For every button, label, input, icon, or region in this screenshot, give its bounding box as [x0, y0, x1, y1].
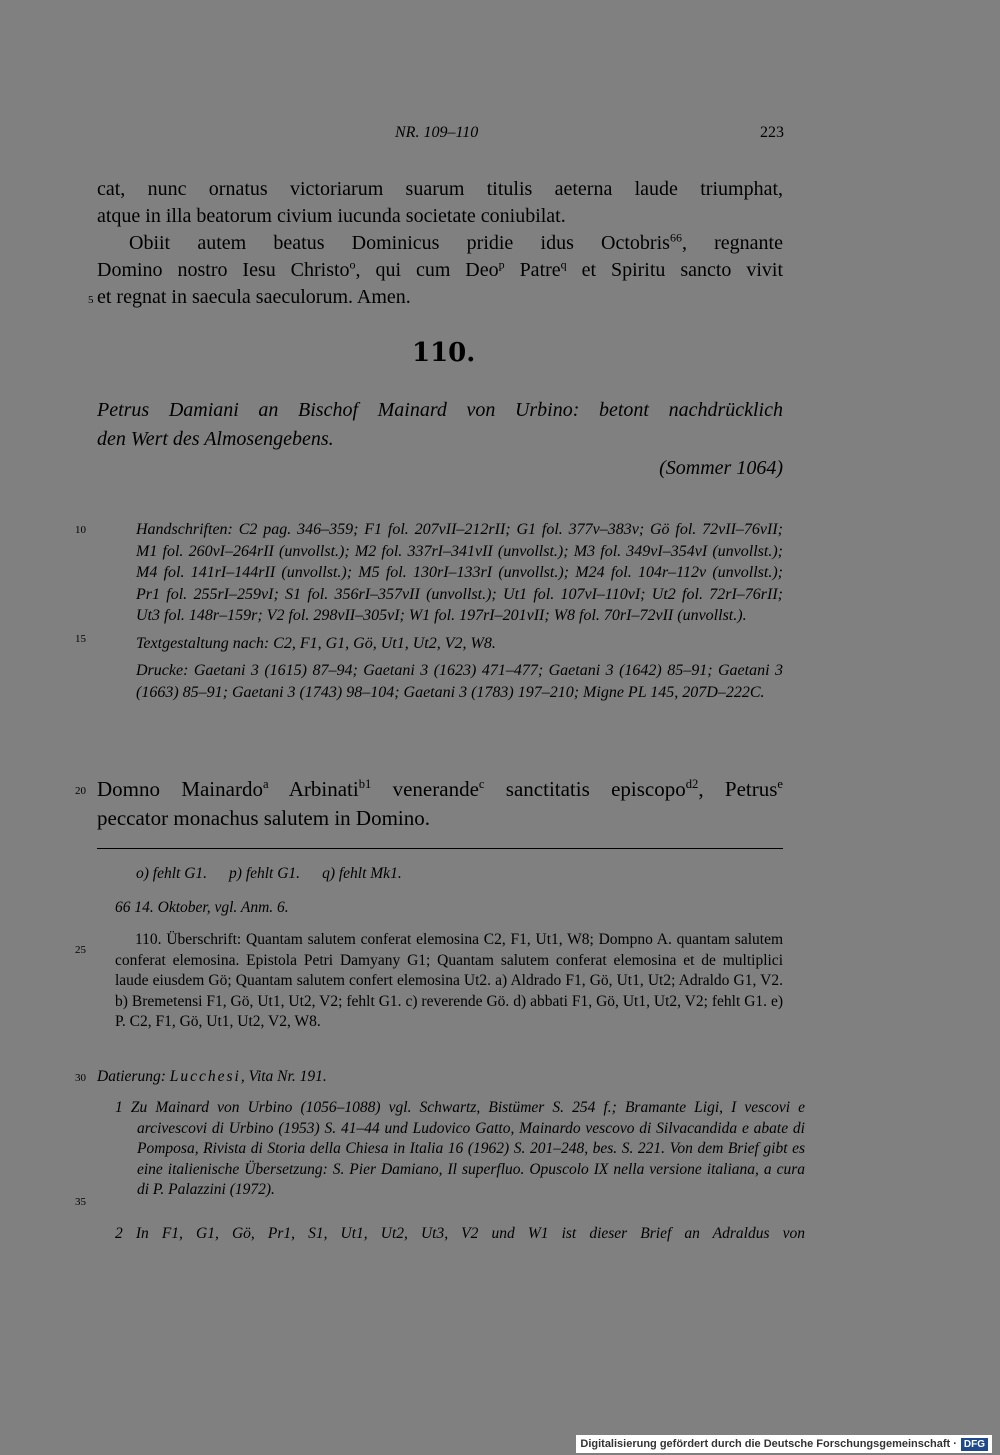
line-number: 30 — [75, 1072, 86, 1084]
line-number: 15 — [75, 633, 86, 645]
line-number: 5 — [88, 294, 94, 306]
text-line: et regnat in saecula saeculorum. Amen. — [97, 286, 411, 308]
salutation-line: peccator monachus salutem in Domino. — [97, 806, 430, 830]
manuscripts-list: Handschriften: C2 pag. 346–359; F1 fol. 207vII–212rII; G1 fol. 377v–383v; Gö fol. 72vII–76vII; M1 fol. 260vI–264rII (unvollst.); M2 fol. 337rI–341vII (unvollst.); M3 fol. 349vI–354vI (unvollst.); M4 fol. 141rI–144rII (unvollst.); M5 fol. 130rI–133rI (unvollst.); M24 fol. 104r–112v (unvollst.); Pr1 fol. 255rI–259vI; S1 fol. 356rI–357vII (unvollst.); Ut1 fol. 107vI–110vI; Ut2 fol. 72rI–76rII; Ut3 fol. 148r–159r; V2 fol. 298vII–305vI; W1 fol. 197rI–201vII; W8 fol. 70rI–72vII (unvollst.). — [136, 521, 783, 624]
apparatus-entry: q) fehlt Mk1. — [322, 865, 402, 882]
text-line: cat, nunc ornatus victoriarum suarum titulis aeterna laude triumphat, — [97, 178, 783, 200]
text-basis: Textgestaltung nach: C2, F1, G1, Gö, Ut1, Ut2, V2, W8. — [136, 634, 496, 652]
letter-number: 110. — [412, 338, 476, 368]
text-line: Domino nostro Iesu Christo$^o$, qui cum Deo$^p$ Patre$^q$ et Spiritu sancto vivit — [97, 257, 784, 281]
commentary-note-2: 2 In F1, G1, Gö, Pr1, S1, Ut1, Ut2, Ut3, V2 und W1 ist dieser Brief an Adraldus von — [115, 1225, 805, 1242]
prints-list: Drucke: Gaetani 3 (1615) 87–94; Gaetani 3 (1623) 471–477; Gaetani 3 (1642) 85–91; Gaetani 3 (1663) 85–91; Gaetani 3 (1743) 98–104; Gaetani 3 (1783) 197–210; Migne PL 145, 207D–222C. — [136, 662, 783, 701]
salutation — [97, 775, 783, 833]
regest-line: den Wert des Almosengebens. — [97, 428, 334, 450]
line-number: 20 — [75, 785, 86, 797]
manuscript-tradition — [136, 519, 783, 703]
dating-note: Datierung: Lucchesi, Vita Nr. 191. — [97, 1068, 327, 1085]
apparatus-line — [136, 864, 783, 885]
line-number: 25 — [75, 944, 86, 956]
letter-date: (Sommer 1064) — [659, 457, 783, 479]
dfg-logo: DFG — [961, 1438, 988, 1451]
apparatus-note-110: 110. Überschrift: Quantam salutem conferat elemosina C2, F1, Ut1, W8; Dompno A. quantam salutem conferat elemosina. Epistola Petri Damyany G1; Quantam salutem conferat elemosina et de multiplici laude eiusdem Gö; Quantam salutem confert elemosina Ut2. a) Aldrado F1, Gö, Ut1, Ut2; Adraldo G1, V2. b) Bremetensi F1, Gö, Ut1, Ut2, V2; fehlt G1. c) reverende Gö. d) abbati F1, Gö, Ut1, Ut2, V2; fehlt G1. e) P. C2, F1, Gö, Ut1, Ut2, V2, W8. — [115, 931, 783, 1030]
closing-text — [97, 176, 783, 311]
line-number: 35 — [75, 1196, 86, 1208]
apparatus-entry: p) fehlt G1. — [229, 865, 301, 882]
digitization-footer — [576, 1435, 992, 1453]
running-title: NR. 109–110 — [395, 124, 479, 141]
text-line: Obiit autem beatus Dominicus pridie idus Octobris$^{66}$, regnante — [129, 230, 783, 254]
text-line: atque in illa beatorum civium iucunda societate coniubilat. — [97, 205, 566, 227]
footer-text: Digitalisierung gefördert durch die Deutsche Forschungsgemeinschaft · — [580, 1438, 957, 1450]
apparatus-entry: o) fehlt G1. — [136, 865, 208, 882]
line-number: 10 — [75, 524, 86, 536]
commentary-note-1: 1 Zu Mainard von Urbino (1056–1088) vgl. Schwartz, Bistümer S. 254 f.; Bramante Ligi, I vescovi e arcivescovi di Urbino (1953) S. 41–44 und Ludovico Gatto, Mainardo vescovo di Silvacandida e abate di Pomposa, Rivista di Storia della Chiesa in Italia 16 (1962) S. 201–248, bes. S. 221. Von dem Brief gibt es eine italienische Übersetzung: S. Pier Damiano, Il superfluo. Opuscolo IX nella versione italiana, a cura di P. Palazzini (1972). — [115, 1099, 805, 1198]
footnote-divider — [97, 848, 783, 849]
regest — [97, 396, 783, 483]
footnote-ref: 66 — [669, 230, 682, 245]
salutation-line: Domno Mainardo$^a$ Arbinati$^{b1}$ venerande$^c$ sanctitatis episcopo$^{d2}$, Petrus$^e$ — [97, 777, 783, 801]
regest-line: Petrus Damiani an Bischof Mainard von Urbino: betont nachdrücklich — [97, 399, 783, 421]
apparatus-note-66: 66 14. Oktober, vgl. Anm. 6. — [115, 899, 289, 916]
page-number: 223 — [760, 124, 784, 141]
